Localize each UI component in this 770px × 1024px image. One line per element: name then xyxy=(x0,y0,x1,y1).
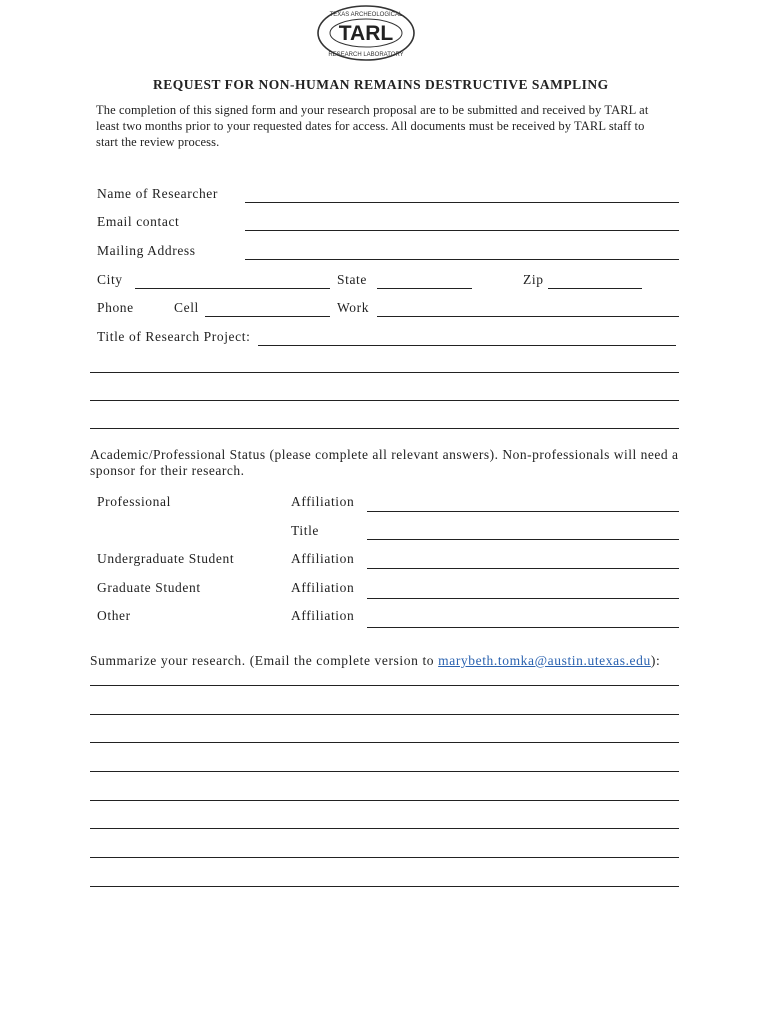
professional-title-field[interactable] xyxy=(367,539,679,540)
summary-prefix: Summarize your research. (Email the complete version to xyxy=(90,653,435,668)
summary-line-7[interactable] xyxy=(90,857,679,858)
email-field[interactable] xyxy=(245,230,679,231)
status-paragraph: Academic/Professional Status (please complete all relevant answers). Non-professionals will need a sponsor for their research. xyxy=(90,447,679,478)
phone-label: Phone xyxy=(97,300,134,315)
undergraduate-label: Undergraduate Student xyxy=(97,551,235,566)
city-label: City xyxy=(97,272,123,287)
tarl-logo xyxy=(315,4,417,62)
mailing-field[interactable] xyxy=(245,259,679,260)
intro-paragraph: The completion of this signed form and your research proposal are to be submitted and received by TARL at least two months prior to your requested dates for access. All documents must be received by TARL staff to start the review process. xyxy=(96,103,649,149)
undergraduate-affiliation-label: Affiliation xyxy=(291,551,355,566)
professional-title-label: Title xyxy=(291,523,320,538)
graduate-affiliation-label: Affiliation xyxy=(291,580,355,595)
summary-line-6[interactable] xyxy=(90,828,679,829)
logo-ring-bottom: RESEARCH LABORATORY xyxy=(328,52,404,58)
other-affiliation-field[interactable] xyxy=(367,627,679,628)
city-field[interactable] xyxy=(135,288,330,289)
work-label: Work xyxy=(337,300,370,315)
project-title-label: Title of Research Project: xyxy=(97,329,251,344)
work-field[interactable] xyxy=(377,316,679,317)
project-title-line-4[interactable] xyxy=(90,428,679,429)
professional-affiliation-field[interactable] xyxy=(367,511,679,512)
project-title-line-3[interactable] xyxy=(90,400,679,401)
form-title: REQUEST FOR NON-HUMAN REMAINS DESTRUCTIVE SAMPLING xyxy=(153,77,609,92)
zip-field[interactable] xyxy=(548,288,642,289)
contact-email-link[interactable]: marybeth.tomka@austin.utexas.edu xyxy=(438,653,651,668)
state-field[interactable] xyxy=(377,288,472,289)
undergraduate-affiliation-field[interactable] xyxy=(367,568,679,569)
tarl-seal-graphic xyxy=(315,4,417,62)
project-title-field[interactable] xyxy=(258,345,676,346)
project-title-line-2[interactable] xyxy=(90,372,679,373)
summary-line-8[interactable] xyxy=(90,886,679,887)
email-label: Email contact xyxy=(97,214,180,229)
summary-label xyxy=(90,653,660,669)
summary-line-3[interactable] xyxy=(90,742,679,743)
graduate-affiliation-field[interactable] xyxy=(367,598,679,599)
logo-ring-top: TEXAS ARCHEOLOGICAL xyxy=(329,12,403,18)
cell-field[interactable] xyxy=(205,316,330,317)
graduate-label: Graduate Student xyxy=(97,580,201,595)
summary-line-5[interactable] xyxy=(90,800,679,801)
summary-line-2[interactable] xyxy=(90,714,679,715)
professional-affiliation-label: Affiliation xyxy=(291,494,355,509)
professional-label: Professional xyxy=(97,494,171,509)
summary-suffix: ): xyxy=(650,653,661,668)
summary-line-1[interactable] xyxy=(90,685,679,686)
cell-label: Cell xyxy=(174,300,199,315)
other-affiliation-label: Affiliation xyxy=(291,608,355,623)
state-label: State xyxy=(337,272,367,287)
other-label: Other xyxy=(97,608,131,623)
summary-line-4[interactable] xyxy=(90,771,679,772)
name-field[interactable] xyxy=(245,202,679,203)
zip-label: Zip xyxy=(523,272,544,287)
logo-text: TARL xyxy=(338,22,394,45)
mailing-label: Mailing Address xyxy=(97,243,196,258)
name-label: Name of Researcher xyxy=(97,186,218,201)
